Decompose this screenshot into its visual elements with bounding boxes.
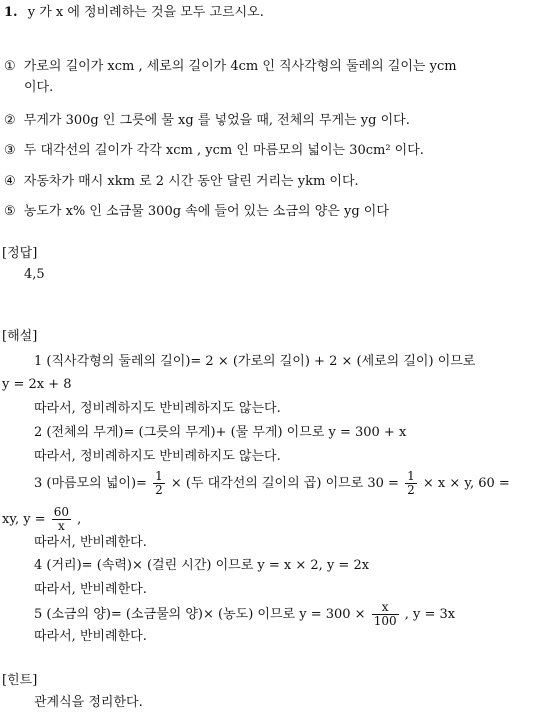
choice-1-continuation: 이다. — [24, 80, 54, 95]
explanation-line-7-part-a: xy, y = — [2, 512, 46, 527]
explanation-line-6-part-b: × (두 대각선의 길이의 곱) 이므로 30 = — [170, 476, 399, 491]
fraction-numerator: 1 — [407, 469, 415, 483]
explanation-line-8: 따라서, 반비례한다. — [34, 535, 147, 550]
explanation-line-5: 따라서, 정비례하지도 반비례하지도 않는다. — [34, 449, 281, 464]
explanation-line-7-part-b: , — [77, 512, 82, 527]
fraction-60-over-x — [52, 506, 71, 533]
choice-4[interactable] — [4, 173, 359, 191]
choice-2[interactable] — [4, 112, 410, 130]
fraction-one-half-2 — [405, 470, 417, 497]
explanation-line-12: 따라서, 반비례한다. — [34, 629, 147, 644]
question — [4, 4, 264, 22]
explanation-line-11 — [34, 601, 455, 628]
question-text: y 가 x 에 정비례하는 것을 모두 고르시오. — [27, 5, 264, 20]
choice-text: 무게가 300g 인 그릇에 물 xg 를 넣었을 때, 전체의 무게는 yg 이다. — [23, 113, 410, 128]
choice-5[interactable] — [4, 203, 389, 221]
question-number: 1. — [4, 5, 18, 20]
choice-mark: ① — [4, 59, 16, 74]
hint-label: [힌트] — [2, 673, 38, 688]
fraction-numerator: 60 — [53, 505, 70, 519]
fraction-denominator: 2 — [155, 483, 163, 497]
choice-mark: ④ — [4, 174, 16, 189]
answer-label: [정답] — [2, 246, 38, 261]
explanation-line-2: y = 2x + 8 — [2, 377, 72, 392]
fraction-denominator: 100 — [373, 614, 397, 628]
fraction-denominator: 2 — [407, 483, 415, 497]
explanation-line-11-part-a: 5 (소금의 양)= (소금물의 양)× (농도) 이므로 y = 300 × — [34, 607, 366, 622]
hint-text: 관계식을 정리한다. — [34, 695, 143, 710]
choice-text: 가로의 길이가 xcm , 세로의 길이가 4cm 인 직사각형의 둘레의 길이는 ycm — [23, 59, 457, 74]
fraction-x-over-100 — [372, 601, 399, 628]
choice-3[interactable] — [4, 142, 424, 160]
explanation-line-6-part-a: 3 (마름모의 넓이)= — [34, 476, 147, 491]
choice-mark: ③ — [4, 143, 16, 158]
choice-text: 농도가 x% 인 소금물 300g 속에 들어 있는 소금의 양은 yg 이다 — [23, 204, 389, 219]
explanation-line-6 — [34, 470, 510, 497]
fraction-numerator: 1 — [155, 469, 163, 483]
choice-mark: ⑤ — [4, 204, 16, 219]
choice-text: 두 대각선의 길이가 각각 xcm , ycm 인 마름모의 넓이는 30cm² 이다. — [23, 143, 424, 158]
explanation-line-10: 따라서, 반비례한다. — [34, 582, 147, 597]
explanation-line-1: 1 (직사각형의 둘레의 길이)= 2 × (가로의 길이) + 2 × (세로의 길이) 이므로 — [34, 354, 476, 369]
explanation-line-9: 4 (거리)= (속력)× (걸린 시간) 이므로 y = x × 2, y = 2x — [34, 558, 370, 573]
explanation-label: [해설] — [2, 329, 38, 344]
fraction-numerator: x — [372, 601, 399, 615]
fraction-denominator: x — [57, 519, 65, 533]
fraction-one-half — [153, 470, 165, 497]
answer-value: 4,5 — [24, 267, 45, 282]
explanation-line-6-part-c: × x × y, 60 = — [422, 476, 510, 491]
choice-text: 자동차가 매시 xkm 로 2 시간 동안 달린 거리는 ykm 이다. — [23, 174, 359, 189]
explanation-line-3: 따라서, 정비례하지도 반비례하지도 않는다. — [34, 401, 281, 416]
choice-1[interactable] — [4, 58, 457, 76]
explanation-line-4: 2 (전체의 무게)= (그릇의 무게)+ (물 무게) 이므로 y = 300 + x — [34, 425, 407, 440]
choice-mark: ② — [4, 113, 16, 128]
explanation-line-11-part-b: , y = 3x — [404, 607, 456, 622]
explanation-line-7 — [2, 506, 81, 533]
